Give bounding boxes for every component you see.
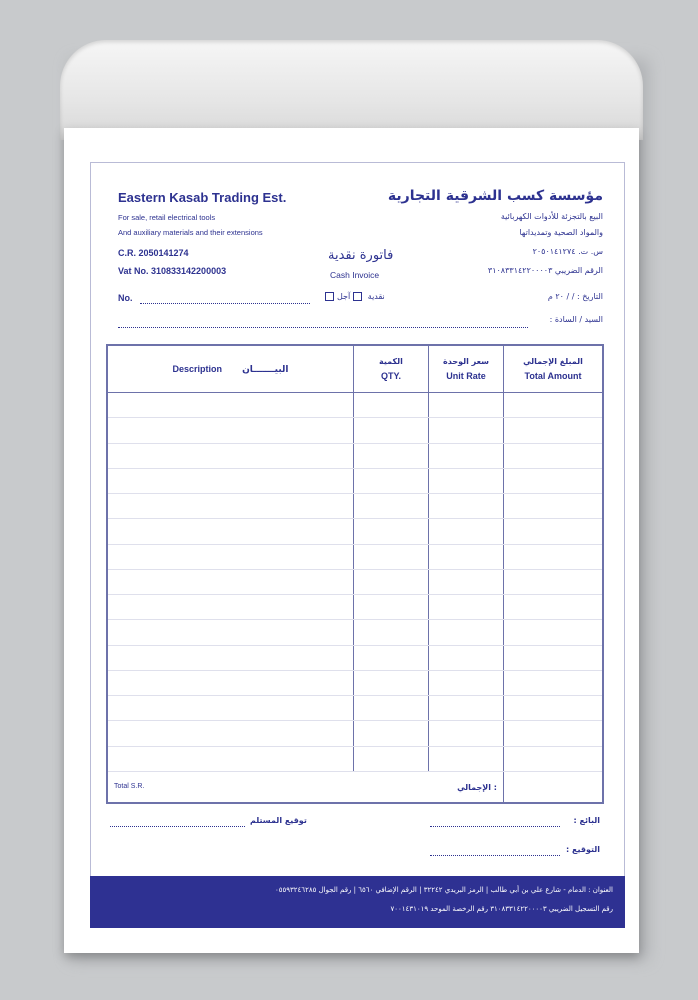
table-row[interactable]: [107, 595, 603, 620]
company-desc-ar-2: والمواد الصحية وتمديداتها: [519, 228, 603, 237]
table-row[interactable]: [107, 544, 603, 569]
receiver-signature-line[interactable]: [110, 826, 245, 827]
col-description-ar: البيـــــــان: [242, 364, 289, 375]
col-unit-rate-ar: سعر الوحدة: [442, 357, 489, 366]
total-ar-label: الإجمالي :: [457, 782, 497, 792]
col-unit-rate-en: Unit Rate: [446, 371, 486, 381]
items-table: [106, 344, 604, 804]
col-qty: [354, 345, 429, 393]
credit-label: آجل: [337, 292, 351, 301]
cr-number-ar: س. ت. ٢٠٥٠١٤١٢٧٤: [532, 247, 603, 256]
col-unit-rate: [429, 345, 504, 393]
customer-field-label: السيد / السادة :: [549, 315, 603, 324]
cash-label: نقدية: [367, 292, 385, 301]
invoice-title-en: Cash Invoice: [330, 270, 380, 280]
footer-address: العنوان : الدمام - شارع علي بن أبي طالب | الرمز البريدي ٣٢٢٤٢ | الرقم الإضافي ٦٥٦٠ | رقم الجوال ٠٥٥٩٣٢٤٦٢٨٥: [274, 886, 613, 894]
receiver-signature-label: توقيع المستلم: [250, 816, 307, 825]
total-row: [107, 772, 603, 804]
cash-checkbox[interactable]: [325, 292, 334, 301]
table-row[interactable]: [107, 670, 603, 695]
cr-number: C.R. 2050141274: [118, 248, 189, 258]
company-desc-en-2: And auxiliary materials and their extensions: [118, 228, 263, 237]
col-description-en: Description: [172, 363, 223, 374]
signature-line[interactable]: [430, 855, 560, 856]
table-row[interactable]: [107, 519, 603, 544]
company-desc-en-1: For sale, retail electrical tools: [118, 213, 216, 222]
credit-checkbox[interactable]: [353, 292, 362, 301]
table-row[interactable]: [107, 443, 603, 468]
table-row[interactable]: [107, 645, 603, 670]
col-qty-en: QTY.: [380, 371, 401, 381]
seller-label: البائع :: [573, 816, 600, 825]
pad-binding: [60, 40, 643, 140]
table-row[interactable]: [107, 468, 603, 493]
col-total-en: Total Amount: [524, 371, 582, 381]
company-name-en: Eastern Kasab Trading Est.: [118, 190, 287, 205]
footer-registration: رقم التسجيل الضريبي ٣١٠٨٣٣١٤٢٢٠٠٠٠٣ رقم الرخصة الموحد ٧٠٠١٤٣١٠١٩: [390, 905, 613, 913]
signature-label: التوقيع :: [566, 845, 600, 854]
table-row[interactable]: [107, 620, 603, 645]
table-row[interactable]: [107, 418, 603, 443]
total-amount-cell[interactable]: [504, 772, 604, 804]
col-total-ar: المبلغ الإجمالي: [523, 357, 583, 366]
vat-number: Vat No. 310833142200003: [118, 266, 227, 276]
table-row[interactable]: [107, 721, 603, 746]
payment-type: [322, 292, 385, 301]
col-qty-ar: الكمية: [379, 357, 403, 366]
invoice-no-line[interactable]: [140, 303, 310, 304]
seller-line[interactable]: [430, 826, 560, 827]
date-field[interactable]: التاريخ : / / ٢٠ م: [547, 292, 603, 301]
col-total: [504, 345, 604, 393]
customer-line[interactable]: [118, 327, 528, 328]
total-sr-label: Total S.R.: [114, 782, 145, 790]
invoice-title-ar: فاتورة نقدية: [328, 248, 394, 263]
table-row[interactable]: [107, 494, 603, 519]
footer-bar: [90, 876, 625, 928]
vat-number-ar: الرقم الضريبي ٣١٠٨٣٣١٤٢٢٠٠٠٠٣: [487, 266, 603, 275]
table-row[interactable]: [107, 696, 603, 721]
col-description: [107, 345, 354, 393]
table-row[interactable]: [107, 746, 603, 771]
invoice-no-label: No.: [118, 293, 133, 303]
table-row[interactable]: [107, 569, 603, 594]
table-row[interactable]: [107, 393, 603, 418]
company-desc-ar-1: البيع بالتجزئة للأدوات الكهربائية: [500, 212, 603, 221]
company-name-ar: مؤسسة كسب الشرقية التجارية: [387, 188, 603, 204]
